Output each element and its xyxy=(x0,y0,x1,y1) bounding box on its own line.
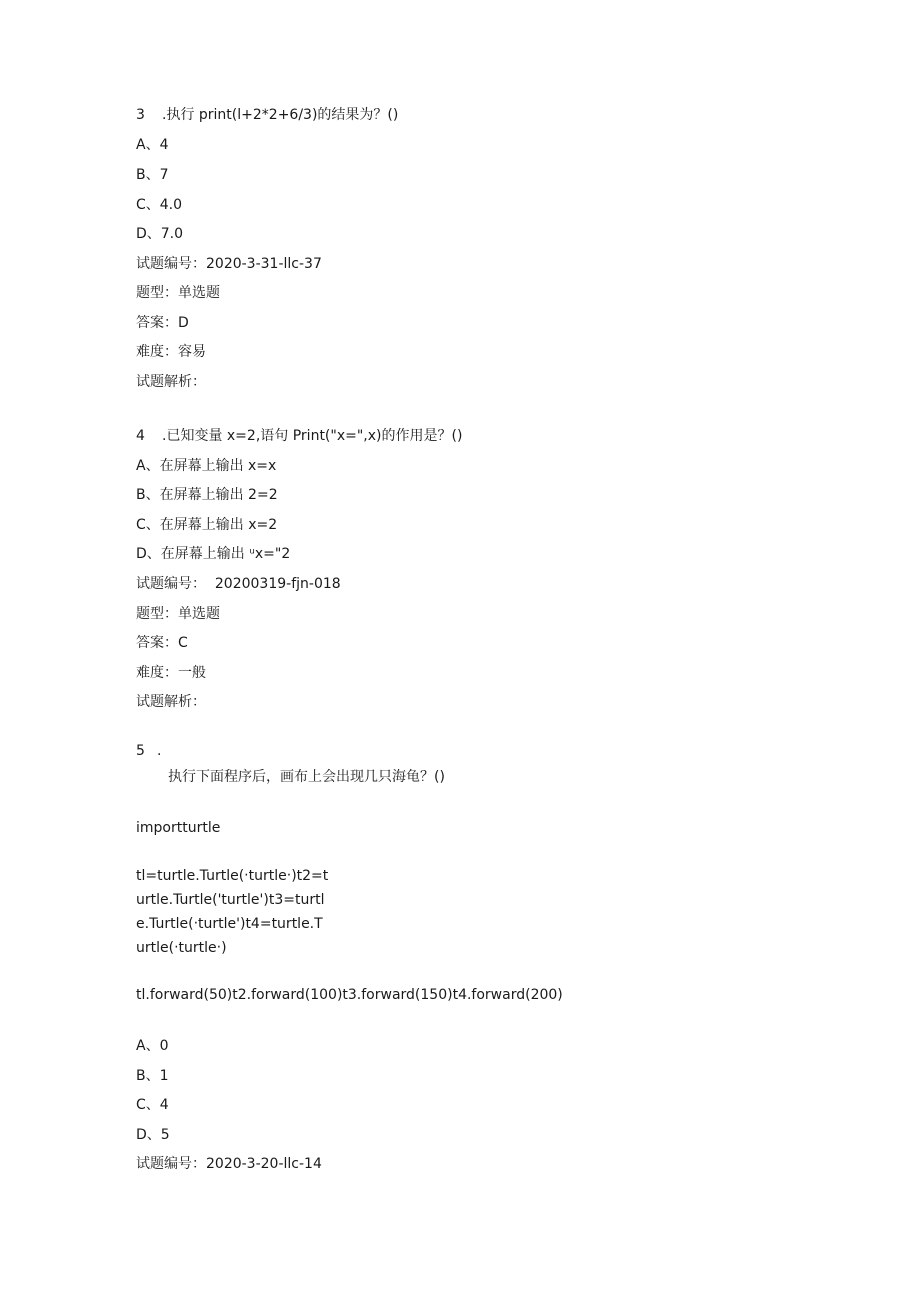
option-a: A、4 xyxy=(136,137,169,153)
option-b: B、1 xyxy=(136,1068,169,1084)
code-line: urtle(‧turtle‧) xyxy=(136,940,227,956)
question-number: 5 xyxy=(136,743,145,759)
code-line: importturtle xyxy=(136,820,221,836)
question-text: 执行下面程序后，画布上会出现几只海龟？() xyxy=(168,769,445,785)
question-id: 试题编号：2020-3-31-llc-37 xyxy=(136,256,322,272)
code-line: tl=turtle.Turtle(‧turtle‧)t2=t xyxy=(136,868,329,884)
question-type: 题型：单选题 xyxy=(136,285,220,301)
question-text: .执行 print(l+2*2+6/3)的结果为？() xyxy=(162,107,399,123)
question-analysis: 试题解析： xyxy=(136,374,206,390)
question-answer: 答案：C xyxy=(136,635,188,651)
option-d: D、在屏幕上输出 ᵘx="2 xyxy=(136,546,291,562)
option-c: C、4.0 xyxy=(136,197,183,213)
question-text: .已知变量 x=2,语句 Print("x=",x)的作用是？() xyxy=(162,428,463,444)
option-a: A、0 xyxy=(136,1038,169,1054)
question-id: 试题编号： 20200319-fjn-018 xyxy=(136,576,341,592)
question-answer: 答案：D xyxy=(136,315,189,331)
option-b: B、在屏幕上输出 2=2 xyxy=(136,487,278,503)
option-d: D、7.0 xyxy=(136,226,184,242)
option-c: C、在屏幕上输出 x=2 xyxy=(136,517,278,533)
question-difficulty: 难度：一般 xyxy=(136,665,206,681)
option-c: C、4 xyxy=(136,1097,169,1113)
question-number: 4 xyxy=(136,428,145,444)
option-b: B、7 xyxy=(136,167,169,183)
question-id: 试题编号：2020-3-20-llc-14 xyxy=(136,1156,322,1172)
question-type: 题型：单选题 xyxy=(136,606,220,622)
question-difficulty: 难度：容易 xyxy=(136,344,206,360)
question-marker: . xyxy=(157,743,162,759)
code-line: urtle.Turtle('turtle')t3=turtl xyxy=(136,892,325,908)
option-d: D、5 xyxy=(136,1127,170,1143)
question-analysis: 试题解析： xyxy=(136,694,206,710)
option-a: A、在屏幕上输出 x=x xyxy=(136,458,277,474)
question-number: 3 xyxy=(136,107,145,123)
code-line: e.Turtle(‧turtle')t4=turtle.T xyxy=(136,916,323,932)
code-line: tl.forward(50)t2.forward(100)t3.forward(150)t4.forward(200) xyxy=(136,987,563,1003)
